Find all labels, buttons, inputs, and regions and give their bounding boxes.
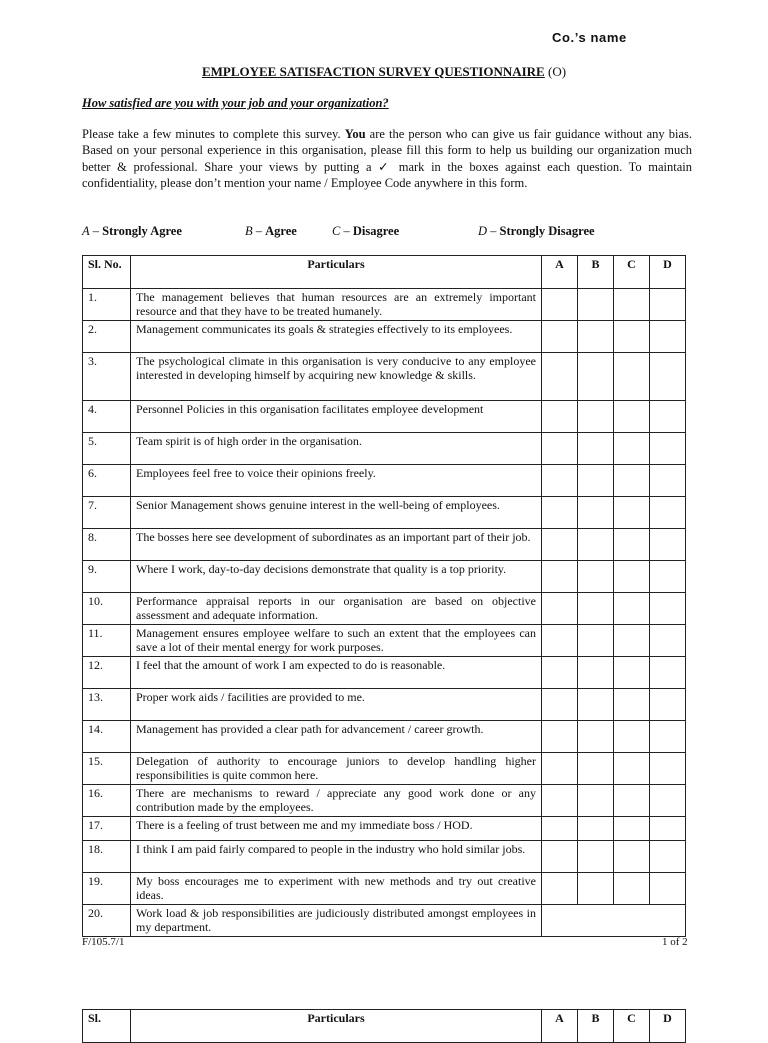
rating-box-c[interactable] <box>614 561 650 593</box>
rating-box-c[interactable] <box>614 353 650 401</box>
row-statement: Senior Management shows genuine interest in the well-being of employees. <box>131 497 542 529</box>
legend-item-b: B – Agree <box>245 224 297 238</box>
table-row <box>83 625 686 657</box>
table-row <box>83 529 686 561</box>
rating-box-b[interactable] <box>578 353 614 401</box>
header-sl-no: Sl. No. <box>83 256 131 289</box>
row-number: 4. <box>83 401 131 433</box>
rating-box-a[interactable] <box>542 289 578 321</box>
rating-box-b[interactable] <box>578 497 614 529</box>
row-statement: The psychological climate in this organisation is very conducive to any employee interested in developing himself by acquiring new knowledge & skills. <box>131 353 542 401</box>
legend-item-c: C – Disagree <box>332 224 400 238</box>
rating-box-b[interactable] <box>578 657 614 689</box>
table-row <box>83 433 686 465</box>
page2-header-a: A <box>542 1010 578 1043</box>
table-header-row <box>83 256 686 289</box>
rating-box-b[interactable] <box>578 465 614 497</box>
document-title <box>0 64 768 80</box>
rating-box-c[interactable] <box>614 289 650 321</box>
table-row <box>83 689 686 721</box>
rating-box-a[interactable] <box>542 529 578 561</box>
row-statement: Team spirit is of high order in the organisation. <box>131 433 542 465</box>
rating-box-b[interactable] <box>578 625 614 657</box>
rating-box-d[interactable] <box>650 873 686 905</box>
header-particulars: Particulars <box>131 256 542 289</box>
company-name: Co.’s name <box>552 30 627 45</box>
rating-box-a[interactable] <box>542 817 578 841</box>
rating-box-b[interactable] <box>578 289 614 321</box>
rating-box-b[interactable] <box>578 401 614 433</box>
rating-box-b[interactable] <box>578 689 614 721</box>
rating-box-d[interactable] <box>650 785 686 817</box>
row-number: 15. <box>83 753 131 785</box>
rating-box-a[interactable] <box>542 657 578 689</box>
rating-box-c[interactable] <box>614 433 650 465</box>
row-number: 6. <box>83 465 131 497</box>
row-number: 11. <box>83 625 131 657</box>
rating-box-b[interactable] <box>578 785 614 817</box>
row-statement: I think I am paid fairly compared to people in the industry who hold similar jobs. <box>131 841 542 873</box>
row-number: 20. <box>83 905 131 937</box>
rating-box-a[interactable] <box>542 353 578 401</box>
rating-box-d[interactable] <box>650 353 686 401</box>
row-number: 10. <box>83 593 131 625</box>
rating-box-c[interactable] <box>614 497 650 529</box>
rating-box-d[interactable] <box>650 465 686 497</box>
rating-box-b[interactable] <box>578 529 614 561</box>
rating-box-c[interactable] <box>614 465 650 497</box>
rating-box-a[interactable] <box>542 433 578 465</box>
row-number: 17. <box>83 817 131 841</box>
rating-box-b[interactable] <box>578 753 614 785</box>
rating-box-c[interactable] <box>614 401 650 433</box>
rating-box-d[interactable] <box>650 433 686 465</box>
row-number: 18. <box>83 841 131 873</box>
rating-box-a[interactable] <box>542 321 578 353</box>
rating-box-c[interactable] <box>614 721 650 753</box>
rating-box-b[interactable] <box>578 321 614 353</box>
page2-table-header <box>82 1009 686 1043</box>
rating-box-d[interactable] <box>650 289 686 321</box>
intro-part2: are the person who can give us fair guidance without any bias. Based on your personal experience in this organisation, please fill this form to help us building our organization much better & professional. Share your views by putting a ✓ mark in the boxes against each question. To maintain confidentiality, please don’t mention your name / Employee Code anywhere in this form. <box>82 127 692 190</box>
rating-box-c[interactable] <box>614 753 650 785</box>
rating-box-a[interactable] <box>542 689 578 721</box>
rating-box-a[interactable] <box>542 721 578 753</box>
table-row <box>83 873 686 905</box>
rating-box-c[interactable] <box>614 625 650 657</box>
row-statement: My boss encourages me to experiment with new methods and try out creative ideas. <box>131 873 542 905</box>
intro-part1: Please take a few minutes to complete this survey. <box>82 127 345 141</box>
table-row <box>83 721 686 753</box>
row-statement: Employees feel free to voice their opinions freely. <box>131 465 542 497</box>
table-row <box>83 353 686 401</box>
rating-box-c[interactable] <box>614 689 650 721</box>
rating-box-d[interactable] <box>650 625 686 657</box>
row-statement: Personnel Policies in this organisation facilitates employee development <box>131 401 542 433</box>
page2-header-sl: Sl. <box>83 1010 131 1043</box>
legend-item-a: A – Strongly Agree <box>82 224 182 238</box>
row-number: 1. <box>83 289 131 321</box>
page2-header-particulars: Particulars <box>131 1010 542 1043</box>
header-d: D <box>650 256 686 289</box>
row-statement: Delegation of authority to encourage juniors to develop handling higher responsibilities is quite common here. <box>131 753 542 785</box>
rating-box-b[interactable] <box>578 721 614 753</box>
rating-legend <box>82 224 692 240</box>
header-c: C <box>614 256 650 289</box>
legend-item-d: D – Strongly Disagree <box>478 224 595 238</box>
rating-box-a[interactable] <box>542 873 578 905</box>
survey-table <box>82 255 686 937</box>
header-b: B <box>578 256 614 289</box>
rating-box-c[interactable] <box>614 817 650 841</box>
row-statement: The bosses here see development of subordinates as an important part of their job. <box>131 529 542 561</box>
rating-box-b[interactable] <box>578 817 614 841</box>
row-statement: Proper work aids / facilities are provided to me. <box>131 689 542 721</box>
header-a: A <box>542 256 578 289</box>
survey-question: How satisfied are you with your job and your organization? <box>82 96 389 110</box>
rating-box-b[interactable] <box>578 593 614 625</box>
row-number: 13. <box>83 689 131 721</box>
rating-box-d[interactable] <box>650 817 686 841</box>
rating-box-a[interactable] <box>542 497 578 529</box>
rating-box-a[interactable] <box>542 841 578 873</box>
rating-box-d[interactable] <box>650 689 686 721</box>
rating-box-c[interactable] <box>614 529 650 561</box>
rating-box-c[interactable] <box>614 593 650 625</box>
rating-box-d[interactable] <box>650 529 686 561</box>
rating-box-b[interactable] <box>578 561 614 593</box>
table-row <box>83 401 686 433</box>
rating-box-a[interactable] <box>542 785 578 817</box>
rating-box-b[interactable] <box>578 841 614 873</box>
table-row <box>83 841 686 873</box>
table-row <box>83 593 686 625</box>
table-row <box>83 561 686 593</box>
row-statement: Where I work, day-to-day decisions demonstrate that quality is a top priority. <box>131 561 542 593</box>
rating-box-b[interactable] <box>578 873 614 905</box>
row-number: 19. <box>83 873 131 905</box>
rating-box-a[interactable] <box>542 753 578 785</box>
rating-box-c[interactable] <box>614 785 650 817</box>
table-row <box>83 289 686 321</box>
row-number: 3. <box>83 353 131 401</box>
table-row <box>83 321 686 353</box>
rating-box-a[interactable] <box>542 561 578 593</box>
title-suffix: (O) <box>547 64 567 79</box>
rating-box-c[interactable] <box>614 657 650 689</box>
intro-bold: You <box>344 127 366 141</box>
row-statement: Management communicates its goals & strategies effectively to its employees. <box>131 321 542 353</box>
page2-header-row <box>83 1010 686 1043</box>
rating-box-c[interactable] <box>614 841 650 873</box>
row-statement: There are mechanisms to reward / appreciate any good work done or any contribution made by the employees. <box>131 785 542 817</box>
table-row <box>83 497 686 529</box>
row-statement: There is a feeling of trust between me and my immediate boss / HOD. <box>131 817 542 841</box>
row-statement: Management has provided a clear path for advancement / career growth. <box>131 721 542 753</box>
row-statement: I feel that the amount of work I am expected to do is reasonable. <box>131 657 542 689</box>
row-number: 12. <box>83 657 131 689</box>
row-number: 5. <box>83 433 131 465</box>
page2-header-c: C <box>614 1010 650 1043</box>
table-row <box>83 817 686 841</box>
rating-box-a[interactable] <box>542 465 578 497</box>
row-statement: Management ensures employee welfare to such an extent that the employees can save a lot of their mental energy for work purposes. <box>131 625 542 657</box>
row-number: 9. <box>83 561 131 593</box>
rating-box-c[interactable] <box>614 873 650 905</box>
row-number: 2. <box>83 321 131 353</box>
rating-box-d[interactable] <box>650 321 686 353</box>
intro-paragraph <box>82 126 692 191</box>
rating-box-c[interactable] <box>614 321 650 353</box>
row-statement: The management believes that human resources are an extremely important resource and that they have to be treated humanely. <box>131 289 542 321</box>
rating-box-d[interactable] <box>650 721 686 753</box>
page-number: 1 of 2 <box>662 936 688 948</box>
page2-header-b: B <box>578 1010 614 1043</box>
row-statement: Performance appraisal reports in our organisation are based on objective assessment and adequate information. <box>131 593 542 625</box>
form-code: F/105.7/1 <box>82 936 125 948</box>
title-text: EMPLOYEE SATISFACTION SURVEY QUESTIONNAIRE <box>201 64 545 79</box>
rating-box-d[interactable] <box>650 497 686 529</box>
rating-box-a[interactable] <box>542 593 578 625</box>
table-row <box>83 657 686 689</box>
rating-box-a[interactable] <box>542 401 578 433</box>
rating-box-d[interactable] <box>650 401 686 433</box>
row-number: 16. <box>83 785 131 817</box>
rating-box-d[interactable] <box>650 593 686 625</box>
table-row <box>83 905 686 937</box>
rating-box-b[interactable] <box>578 433 614 465</box>
rating-box-d[interactable] <box>650 657 686 689</box>
rating-box-d[interactable] <box>650 753 686 785</box>
rating-box-a[interactable] <box>542 625 578 657</box>
rating-box-d[interactable] <box>650 561 686 593</box>
row-number: 7. <box>83 497 131 529</box>
rating-box-d[interactable] <box>650 841 686 873</box>
row-number: 8. <box>83 529 131 561</box>
page2-header-d: D <box>650 1010 686 1043</box>
row-statement: Work load & job responsibilities are judiciously distributed amongst employees in my department. <box>131 905 542 937</box>
rating-box-merged[interactable] <box>542 905 686 937</box>
table-row <box>83 753 686 785</box>
table-row <box>83 785 686 817</box>
row-number: 14. <box>83 721 131 753</box>
table-row <box>83 465 686 497</box>
